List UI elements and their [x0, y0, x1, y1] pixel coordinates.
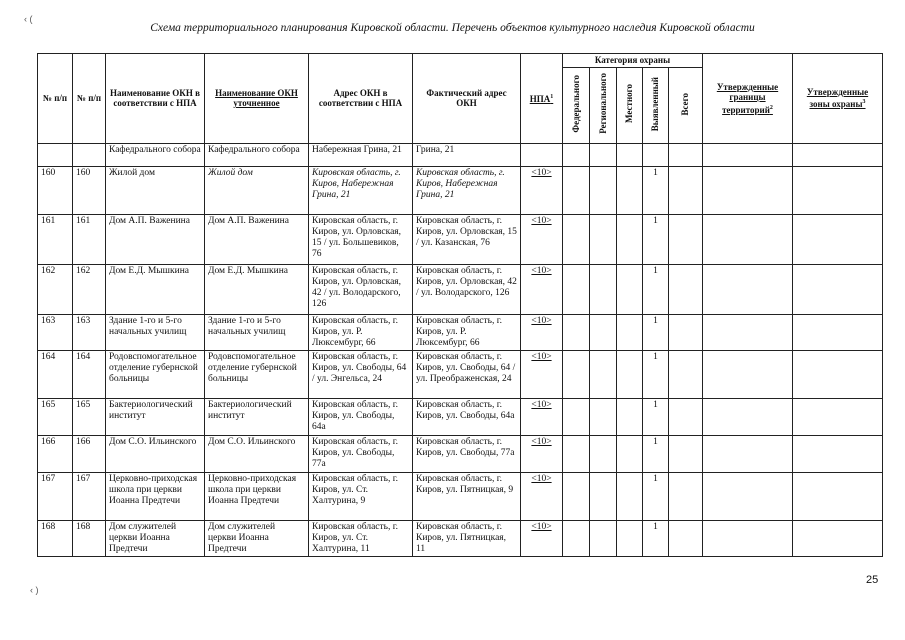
- name-npa-cell: Жилой дом: [106, 166, 205, 214]
- cat-regional-cell: [590, 214, 617, 264]
- cat-total-cell: [669, 435, 703, 472]
- row-number2-cell: 168: [73, 520, 106, 556]
- header-address-npa: Адрес ОКН в соответствии с НПА: [309, 54, 413, 144]
- address-npa-cell: Кировская область, г. Киров, ул. Ст. Халтурина, 11: [309, 520, 413, 556]
- name-refined-cell: Дом А.П. Важенина: [205, 214, 309, 264]
- cat-local-cell: [617, 435, 643, 472]
- row-number-cell: 162: [38, 264, 73, 314]
- header-category: Категория охраны: [563, 54, 703, 68]
- npa-cell: <10>: [521, 214, 563, 264]
- npa-cell: <10>: [521, 398, 563, 435]
- page-number: 25: [866, 574, 879, 586]
- npa-cell: <10>: [521, 350, 563, 398]
- row-number2-cell: 164: [73, 350, 106, 398]
- address-npa-cell: Кировская область, г. Киров, ул. Орловская, 15 / ул. Большевиков, 76: [309, 214, 413, 264]
- cat-regional-cell: [590, 520, 617, 556]
- row-number2-cell: 167: [73, 472, 106, 520]
- cat-federal-cell: [563, 214, 590, 264]
- address-actual-cell: Кировская область, г. Киров, ул. Р. Люксембург, 66: [413, 314, 521, 350]
- address-actual-cell: Грина, 21: [413, 143, 521, 166]
- row-number-cell: [38, 143, 73, 166]
- cat-local-cell: [617, 214, 643, 264]
- row-number-cell: 160: [38, 166, 73, 214]
- approved-bounds-cell: [703, 214, 793, 264]
- name-npa-cell: Дом С.О. Ильинского: [106, 435, 205, 472]
- approved-bounds-cell: [703, 350, 793, 398]
- cat-local-cell: [617, 143, 643, 166]
- cat-total-cell: [669, 350, 703, 398]
- approved-zones-cell: [793, 472, 883, 520]
- row-number-cell: 163: [38, 314, 73, 350]
- name-refined-cell: Церковно-приходская школа при церкви Иоанна Предтечи: [205, 472, 309, 520]
- address-actual-cell: Кировская область, г. Киров, Набережная Грина, 21: [413, 166, 521, 214]
- cat-local-cell: [617, 264, 643, 314]
- cat-federal-cell: [563, 166, 590, 214]
- cat-federal-cell: [563, 264, 590, 314]
- cat-regional-cell: [590, 350, 617, 398]
- table-row: [38, 314, 883, 350]
- table-row: [38, 472, 883, 520]
- address-npa-cell: Кировская область, г. Киров, ул. Р. Люксембург, 66: [309, 314, 413, 350]
- address-npa-cell: Кировская область, г. Киров, ул. Свободы, 64а: [309, 398, 413, 435]
- table-row: [38, 398, 883, 435]
- header-num2: № п/п: [73, 54, 106, 144]
- cat-found-cell: 1: [643, 314, 669, 350]
- cat-found-cell: 1: [643, 214, 669, 264]
- address-actual-cell: Кировская область, г. Киров, ул. Свободы, 64 / ул. Преображенская, 24: [413, 350, 521, 398]
- address-npa-cell: Набережная Грина, 21: [309, 143, 413, 166]
- cat-found-cell: 1: [643, 350, 669, 398]
- table-row: [38, 435, 883, 472]
- row-number2-cell: 165: [73, 398, 106, 435]
- address-actual-cell: Кировская область, г. Киров, ул. Орловская, 15 / ул. Казанская, 76: [413, 214, 521, 264]
- cat-total-cell: [669, 520, 703, 556]
- address-actual-cell: Кировская область, г. Киров, ул. Свободы, 77а: [413, 435, 521, 472]
- name-npa-cell: Дом Е.Д. Мышкина: [106, 264, 205, 314]
- row-number2-cell: [73, 143, 106, 166]
- name-refined-cell: Дом Е.Д. Мышкина: [205, 264, 309, 314]
- cat-found-cell: 1: [643, 166, 669, 214]
- approved-zones-cell: [793, 520, 883, 556]
- cat-federal-cell: [563, 520, 590, 556]
- approved-zones-cell: [793, 398, 883, 435]
- name-refined-cell: Кафедрального собора: [205, 143, 309, 166]
- name-npa-cell: Бактериологический институт: [106, 398, 205, 435]
- name-refined-cell: Здание 1-го и 5-го начальных училищ: [205, 314, 309, 350]
- cat-total-cell: [669, 143, 703, 166]
- cat-found-cell: 1: [643, 398, 669, 435]
- name-refined-cell: Бактериологический институт: [205, 398, 309, 435]
- address-actual-cell: Кировская область, г. Киров, ул. Пятницкая, 9: [413, 472, 521, 520]
- row-number2-cell: 161: [73, 214, 106, 264]
- cat-federal-cell: [563, 143, 590, 166]
- cat-local-cell: [617, 350, 643, 398]
- address-actual-cell: Кировская область, г. Киров, ул. Орловская, 42 / ул. Володарского, 126: [413, 264, 521, 314]
- address-npa-cell: Кировская область, г. Киров, ул. Свободы, 64 / ул. Энгельса, 24: [309, 350, 413, 398]
- table-row: [38, 143, 883, 166]
- cat-total-cell: [669, 166, 703, 214]
- name-npa-cell: Кафедрального собора: [106, 143, 205, 166]
- cat-total-cell: [669, 214, 703, 264]
- name-npa-cell: Здание 1-го и 5-го начальных училищ: [106, 314, 205, 350]
- cat-found-cell: 1: [643, 520, 669, 556]
- npa-cell: [521, 143, 563, 166]
- table-row: [38, 214, 883, 264]
- cat-local-cell: [617, 314, 643, 350]
- header-name-refined: Наименование ОКН уточненное: [205, 54, 309, 144]
- cat-regional-cell: [590, 314, 617, 350]
- header-name-npa: Наименование ОКН в соответствии с НПА: [106, 54, 205, 144]
- cat-total-cell: [669, 398, 703, 435]
- name-npa-cell: Церковно-приходская школа при церкви Иоанна Предтечи: [106, 472, 205, 520]
- row-number2-cell: 160: [73, 166, 106, 214]
- row-number-cell: 164: [38, 350, 73, 398]
- header-approved-zones: Утвержденные зоны охраны$^3$: [793, 54, 883, 144]
- cat-found-cell: 1: [643, 435, 669, 472]
- cat-found-cell: 1: [643, 472, 669, 520]
- header-approved-bounds: Утвержденные границы территорий$^2$: [703, 54, 793, 144]
- header-cat-federal: Федерального: [563, 67, 590, 143]
- table-row: [38, 166, 883, 214]
- approved-zones-cell: [793, 435, 883, 472]
- cat-regional-cell: [590, 264, 617, 314]
- npa-cell: <10>: [521, 166, 563, 214]
- cat-local-cell: [617, 472, 643, 520]
- approved-zones-cell: [793, 166, 883, 214]
- row-number2-cell: 163: [73, 314, 106, 350]
- address-actual-cell: Кировская область, г. Киров, ул. Свободы, 64а: [413, 398, 521, 435]
- npa-cell: <10>: [521, 435, 563, 472]
- approved-bounds-cell: [703, 520, 793, 556]
- row-number-cell: 167: [38, 472, 73, 520]
- header-npa: НПА$^1$: [521, 54, 563, 144]
- npa-cell: <10>: [521, 314, 563, 350]
- scan-mark: ‹ ): [30, 585, 39, 595]
- cat-federal-cell: [563, 398, 590, 435]
- cat-local-cell: [617, 398, 643, 435]
- scan-mark: ‹ (: [24, 14, 33, 24]
- row-number2-cell: 162: [73, 264, 106, 314]
- name-refined-cell: Дом служителей церкви Иоанна Предтечи: [205, 520, 309, 556]
- npa-cell: <10>: [521, 472, 563, 520]
- row-number-cell: 165: [38, 398, 73, 435]
- approved-zones-cell: [793, 264, 883, 314]
- row-number-cell: 161: [38, 214, 73, 264]
- approved-bounds-cell: [703, 398, 793, 435]
- cat-federal-cell: [563, 314, 590, 350]
- cat-regional-cell: [590, 143, 617, 166]
- cat-federal-cell: [563, 350, 590, 398]
- cat-total-cell: [669, 314, 703, 350]
- address-npa-cell: Кировская область, г. Киров, ул. Орловская, 42 / ул. Володарского, 126: [309, 264, 413, 314]
- approved-bounds-cell: [703, 264, 793, 314]
- approved-zones-cell: [793, 143, 883, 166]
- approved-zones-cell: [793, 314, 883, 350]
- header-cat-local: Местного: [617, 67, 643, 143]
- header-cat-regional: Регионального: [590, 67, 617, 143]
- name-refined-cell: Жилой дом: [205, 166, 309, 214]
- cat-total-cell: [669, 264, 703, 314]
- table-row: [38, 520, 883, 556]
- cat-regional-cell: [590, 398, 617, 435]
- table-row: [38, 264, 883, 314]
- cat-found-cell: [643, 143, 669, 166]
- page-title: Схема территориального планирования Кировской области. Перечень объектов культурного наследия Кировской области: [150, 22, 755, 34]
- cat-federal-cell: [563, 435, 590, 472]
- header-address-actual: Фактический адрес ОКН: [413, 54, 521, 144]
- cat-found-cell: 1: [643, 264, 669, 314]
- heritage-table: [37, 53, 883, 557]
- row-number-cell: 168: [38, 520, 73, 556]
- cat-local-cell: [617, 520, 643, 556]
- header-num1: № п/п: [38, 54, 73, 144]
- address-npa-cell: Кировская область, г. Киров, ул. Свободы, 77а: [309, 435, 413, 472]
- approved-bounds-cell: [703, 143, 793, 166]
- approved-bounds-cell: [703, 472, 793, 520]
- cat-local-cell: [617, 166, 643, 214]
- row-number2-cell: 166: [73, 435, 106, 472]
- name-npa-cell: Родовспомогательное отделение губернской больницы: [106, 350, 205, 398]
- name-refined-cell: Дом С.О. Ильинского: [205, 435, 309, 472]
- approved-zones-cell: [793, 350, 883, 398]
- approved-zones-cell: [793, 214, 883, 264]
- approved-bounds-cell: [703, 314, 793, 350]
- approved-bounds-cell: [703, 435, 793, 472]
- address-npa-cell: Кировская область, г. Киров, ул. Ст. Халтурина, 9: [309, 472, 413, 520]
- address-npa-cell: Кировская область, г. Киров, Набережная Грина, 21: [309, 166, 413, 214]
- cat-regional-cell: [590, 166, 617, 214]
- cat-regional-cell: [590, 435, 617, 472]
- name-refined-cell: Родовспомогательное отделение губернской больницы: [205, 350, 309, 398]
- header-cat-found: Выявленный: [643, 67, 669, 143]
- approved-bounds-cell: [703, 166, 793, 214]
- table-row: [38, 350, 883, 398]
- cat-regional-cell: [590, 472, 617, 520]
- header-cat-total: Всего: [669, 67, 703, 143]
- npa-cell: <10>: [521, 520, 563, 556]
- name-npa-cell: Дом служителей церкви Иоанна Предтечи: [106, 520, 205, 556]
- name-npa-cell: Дом А.П. Важенина: [106, 214, 205, 264]
- cat-total-cell: [669, 472, 703, 520]
- row-number-cell: 166: [38, 435, 73, 472]
- npa-cell: <10>: [521, 264, 563, 314]
- address-actual-cell: Кировская область, г. Киров, ул. Пятницкая, 11: [413, 520, 521, 556]
- cat-federal-cell: [563, 472, 590, 520]
